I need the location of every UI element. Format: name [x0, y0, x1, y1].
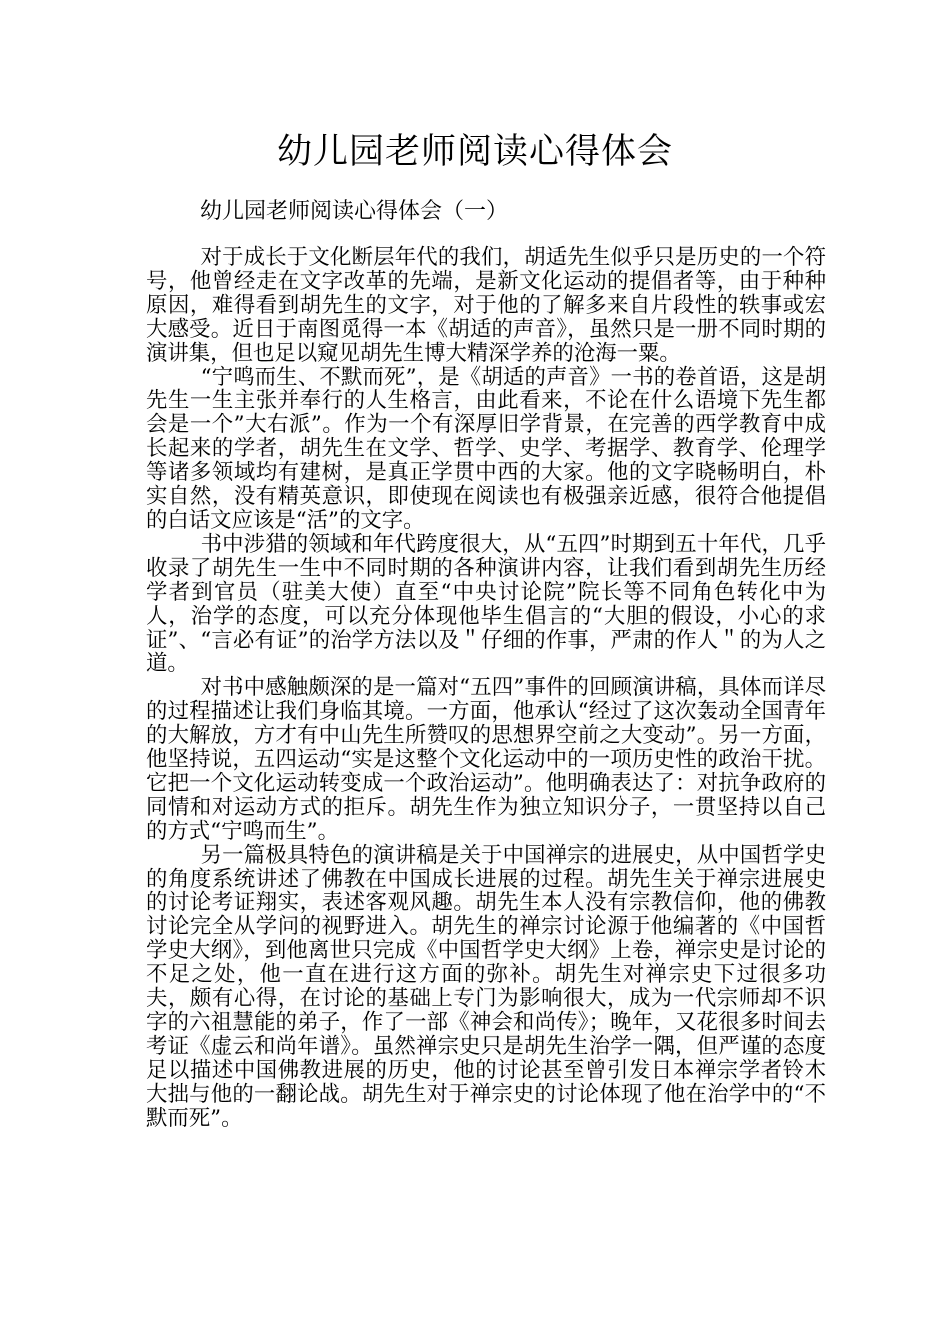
paragraph-1: 对于成长于文化断层年代的我们，胡适先生似乎只是历史的一个符号，他曾经走在文字改革的先端，是新文化运动的提倡者等，由于种种原因，难得看到胡先生的文字，对于他的了解多来自片段性的轶事或宏大感受。近日于南图觅得一本《胡适的声音》，虽然只是一册不同时期的演讲集，但也足以窥见胡先生博大精深学养的沧海一粟。	[146, 245, 826, 366]
paragraph-4: 对书中感触颇深的是一篇对“五四”事件的回顾演讲稿，具体而详尽的过程描述让我们身临其境。一方面，他承认“经过了这次轰动全国青年的大解放，方才有中山先生所赞叹的思想界空前之大变动”。另一方面，他坚持说，五四运动“实是这整个文化运动中的一项历史性的政治干扰。它把一个文化运动转变成一个政治运动”。他明确表达了：对抗争政府的同情和对运动方式的拒斥。胡先生作为独立知识分子，一贯坚持以自己的方式“宁鸣而生”。	[146, 675, 826, 844]
paragraph-3: 书中涉猎的领域和年代跨度很大，从“五四”时期到五十年代，几乎收录了胡先生一生中不同时期的各种演讲内容，让我们看到胡先生历经学者到官员（驻美大使）直至“中央讨论院”院长等不同角色转化中为人，治学的态度，可以充分体现他毕生倡言的“大胆的假设，小心的求证”、“言必有证”的治学方法以及＂仔细的作事，严肃的作人＂的为人之道。	[146, 531, 826, 677]
paragraph-5: 另一篇极具特色的演讲稿是关于中国禅宗的进展史，从中国哲学史的角度系统讲述了佛教在中国成长进展的过程。胡先生关于禅宗进展史的讨论考证翔实，表述客观风趣。胡先生本人没有宗教信仰，他的佛教讨论完全从学问的视野进入。胡先生的禅宗讨论源于他编著的《中国哲学史大纲》，到他离世只完成《中国哲学史大纲》上卷，禅宗史是讨论的不足之处，他一直在进行这方面的弥补。胡先生对禅宗史下过很多功夫，颇有心得，在讨论的基础上专门为影响很大，成为一代宗师却不识字的六祖慧能的弟子，作了一部《神会和尚传》；晚年，又花很多时间去考证《虚云和尚年谱》。虽然禅宗史只是胡先生治学一隅，但严谨的态度足以描述中国佛教进展的历史，他的讨论甚至曾引发日本禅宗学者铃木大拙与他的一翻论战。胡先生对于禅宗史的讨论体现了他在治学中的“不默而死”。	[146, 842, 826, 1131]
paragraph-2: “宁鸣而生、不默而死”，是《胡适的声音》一书的卷首语，这是胡先生一生主张并奉行的人生格言，由此看来，不论在什么语境下先生都会是一个”大右派”。作为一个有深厚旧学背景，在完善的西学教育中成长起来的学者，胡先生在文学、哲学、史学、考据学、教育学、伦理学等诸多领域均有建树，是真正学贯中西的大家。他的文字晓畅明白，朴实自然，没有精英意识，即使现在阅读也有极强亲近感，很符合他提倡的白话文应该是“活”的文字。	[146, 364, 826, 533]
document-body	[146, 246, 826, 1131]
document-title: 幼儿园老师阅读心得体会	[276, 132, 673, 172]
section-heading: 幼儿园老师阅读心得体会（一）	[200, 199, 509, 224]
